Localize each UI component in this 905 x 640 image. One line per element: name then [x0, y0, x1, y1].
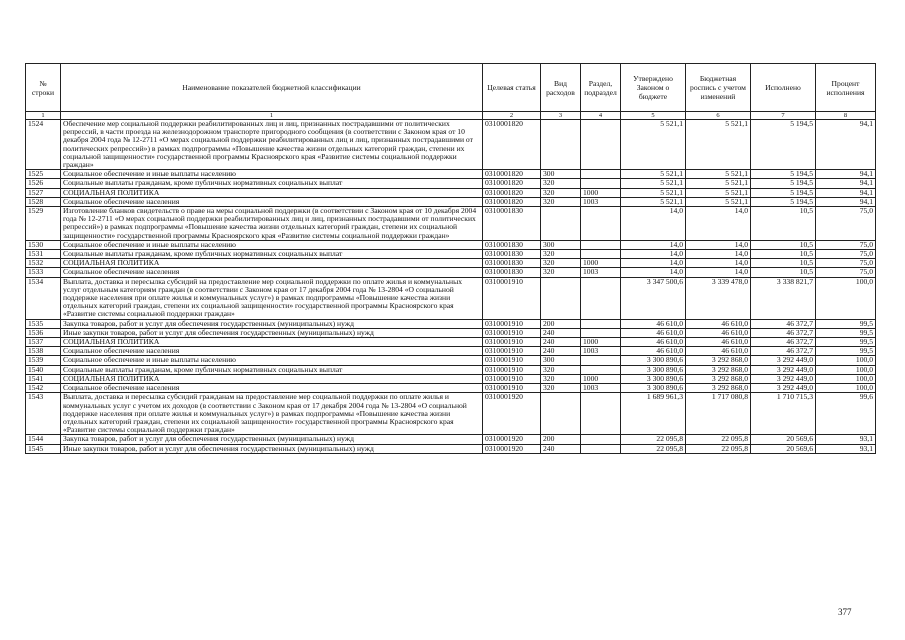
budget-list-amount-cell: 46 610,0 — [686, 338, 751, 347]
row-number-cell: 1529 — [26, 207, 61, 241]
table-row — [26, 197, 876, 206]
approved-amount-cell: 46 610,0 — [621, 338, 686, 347]
executed-amount-cell: 5 194,5 — [751, 170, 816, 179]
row-number-cell: 1526 — [26, 179, 61, 188]
approved-amount-cell: 14,0 — [621, 259, 686, 268]
target-article-cell: 0310001910 — [483, 384, 541, 393]
expense-type-cell: 320 — [541, 179, 581, 188]
section-cell — [581, 356, 621, 365]
column-number: 6 — [686, 112, 751, 120]
expense-type-cell: 320 — [541, 374, 581, 383]
section-cell — [581, 444, 621, 453]
percent-cell: 93,1 — [816, 444, 876, 453]
indicator-name-cell: Закупка товаров, работ и услуг для обеспечения государственных (муниципальных) нужд — [61, 435, 483, 444]
approved-amount-cell: 5 521,1 — [621, 179, 686, 188]
indicator-name-cell: Иные закупки товаров, работ и услуг для обеспечения государственных (муниципальных) нужд — [61, 444, 483, 453]
approved-amount-cell: 14,0 — [621, 240, 686, 249]
target-article-cell: 0310001830 — [483, 240, 541, 249]
column-number: 2 — [483, 112, 541, 120]
column-number: 5 — [621, 112, 686, 120]
approved-amount-cell: 14,0 — [621, 207, 686, 241]
approved-amount-cell: 3 300 890,6 — [621, 384, 686, 393]
approved-amount-cell: 22 095,8 — [621, 444, 686, 453]
table-row — [26, 384, 876, 393]
section-cell: 1003 — [581, 384, 621, 393]
budget-list-amount-cell: 3 292 868,0 — [686, 365, 751, 374]
row-number-cell: 1545 — [26, 444, 61, 453]
target-article-cell: 0310001920 — [483, 393, 541, 435]
percent-cell: 94,1 — [816, 179, 876, 188]
indicator-name-cell: Социальные выплаты гражданам, кроме публичных нормативных социальных выплат — [61, 179, 483, 188]
percent-cell: 99,5 — [816, 338, 876, 347]
expense-type-cell — [541, 393, 581, 435]
table-row — [26, 374, 876, 383]
percent-cell: 75,0 — [816, 268, 876, 277]
row-number-cell: 1541 — [26, 374, 61, 383]
table-row — [26, 207, 876, 241]
target-article-cell: 0310001830 — [483, 268, 541, 277]
approved-amount-cell: 5 521,1 — [621, 120, 686, 170]
expense-type-cell: 240 — [541, 347, 581, 356]
indicator-name-cell: СОЦИАЛЬНАЯ ПОЛИТИКА — [61, 259, 483, 268]
executed-amount-cell: 5 194,5 — [751, 179, 816, 188]
table-row — [26, 259, 876, 268]
table-row — [26, 319, 876, 328]
column-number: 4 — [581, 112, 621, 120]
budget-list-amount-cell: 14,0 — [686, 268, 751, 277]
approved-amount-cell: 3 300 890,6 — [621, 374, 686, 383]
header-percent: Процент исполнения — [816, 64, 876, 112]
header-target-article: Целевая статья — [483, 64, 541, 112]
section-cell: 1003 — [581, 268, 621, 277]
indicator-name-cell: Выплата, доставка и пересылка субсидий гражданам на предоставление мер социальной поддержки по оплате жилья и коммунальных услуг с учетом их доходов (в соответствии с Законом края от 17 декабря 2004 года № 13-2804 «О социальной поддержке населения при оплате жилья и коммунальных услуг») в рамках подпрограммы «Повышение качества жизни отдельных категорий граждан, степени их социальной защищенности» государственной программы Красноярского края «Развитие системы социальной поддержки граждан» — [61, 393, 483, 435]
header-executed: Исполнено — [751, 64, 816, 112]
percent-cell: 75,0 — [816, 259, 876, 268]
budget-list-amount-cell: 14,0 — [686, 240, 751, 249]
approved-amount-cell: 46 610,0 — [621, 319, 686, 328]
target-article-cell: 0310001910 — [483, 277, 541, 319]
target-article-cell: 0310001910 — [483, 338, 541, 347]
table-row — [26, 393, 876, 435]
executed-amount-cell: 46 372,7 — [751, 328, 816, 337]
approved-amount-cell: 5 521,1 — [621, 188, 686, 197]
section-cell: 1000 — [581, 338, 621, 347]
approved-amount-cell: 3 300 890,6 — [621, 365, 686, 374]
executed-amount-cell: 3 292 449,0 — [751, 356, 816, 365]
indicator-name-cell: Социальное обеспечение и иные выплаты населению — [61, 170, 483, 179]
section-cell — [581, 277, 621, 319]
budget-list-amount-cell: 5 521,1 — [686, 179, 751, 188]
table-row — [26, 444, 876, 453]
executed-amount-cell: 10,5 — [751, 207, 816, 241]
expense-type-cell: 300 — [541, 240, 581, 249]
expense-type-cell: 320 — [541, 259, 581, 268]
expense-type-cell: 240 — [541, 338, 581, 347]
indicator-name-cell: Социальное обеспечение населения — [61, 197, 483, 206]
indicator-name-cell: Обеспечение мер социальной поддержки реабилитированных лиц и лиц, признанных пострадавшими от политических репрессий, в части проезда на железнодорожном транспорте пригородного сообщения (в соответствии с Законом края от 10 декабря 2004 года № 12-2711 «О мерах социальной поддержки реабилитированных лиц и лиц, признанных пострадавшими от политических репрессий») в рамках подпрограммы «Повышение качества жизни отдельных категорий граждан, степени их социальной защищенности» государственной программы Красноярского края «Развитие системы социальной поддержки граждан» — [61, 120, 483, 170]
executed-amount-cell: 5 194,5 — [751, 197, 816, 206]
row-number-cell: 1542 — [26, 384, 61, 393]
row-number-cell: 1530 — [26, 240, 61, 249]
percent-cell: 99,5 — [816, 328, 876, 337]
budget-list-amount-cell: 46 610,0 — [686, 319, 751, 328]
target-article-cell: 0310001920 — [483, 444, 541, 453]
percent-cell: 99,5 — [816, 347, 876, 356]
indicator-name-cell: Иные закупки товаров, работ и услуг для обеспечения государственных (муниципальных) нужд — [61, 328, 483, 337]
executed-amount-cell: 10,5 — [751, 259, 816, 268]
header-row-number: № строки — [26, 64, 61, 112]
target-article-cell: 0310001910 — [483, 347, 541, 356]
section-cell — [581, 207, 621, 241]
row-number-cell: 1525 — [26, 170, 61, 179]
approved-amount-cell: 5 521,1 — [621, 170, 686, 179]
percent-cell: 100,0 — [816, 365, 876, 374]
table-row — [26, 347, 876, 356]
expense-type-cell: 200 — [541, 319, 581, 328]
percent-cell: 100,0 — [816, 384, 876, 393]
executed-amount-cell: 46 372,7 — [751, 347, 816, 356]
expense-type-cell — [541, 207, 581, 241]
table-row — [26, 365, 876, 374]
budget-list-amount-cell: 5 521,1 — [686, 120, 751, 170]
executed-amount-cell: 1 710 715,3 — [751, 393, 816, 435]
table-row — [26, 179, 876, 188]
expense-type-cell: 320 — [541, 197, 581, 206]
row-number-cell: 1527 — [26, 188, 61, 197]
indicator-name-cell: Изготовление бланков свидетельств о праве на меры социальной поддержки (в соответствии с Законом края от 10 декабря 2004 года № 12-2711 «О мерах социальной поддержки реабилитированных лиц и лиц, признанных пострадавшими от политических репрессий») в рамках подпрограммы «Повышение качества жизни отдельных категорий граждан, степени их социальной защищенности» государственной программы Красноярского края «Развитие системы социальной поддержки граждан» — [61, 207, 483, 241]
percent-cell: 93,1 — [816, 435, 876, 444]
section-cell — [581, 170, 621, 179]
row-number-cell: 1539 — [26, 356, 61, 365]
expense-type-cell: 240 — [541, 444, 581, 453]
table-row — [26, 356, 876, 365]
table-row — [26, 170, 876, 179]
column-number: 8 — [816, 112, 876, 120]
expense-type-cell: 320 — [541, 268, 581, 277]
approved-amount-cell: 22 095,8 — [621, 435, 686, 444]
section-cell — [581, 365, 621, 374]
budget-list-amount-cell: 3 339 478,0 — [686, 277, 751, 319]
approved-amount-cell: 5 521,1 — [621, 197, 686, 206]
percent-cell: 94,1 — [816, 188, 876, 197]
row-number-cell: 1533 — [26, 268, 61, 277]
indicator-name-cell: Социальные выплаты гражданам, кроме публичных нормативных социальных выплат — [61, 250, 483, 259]
budget-list-amount-cell: 5 521,1 — [686, 188, 751, 197]
approved-amount-cell: 14,0 — [621, 250, 686, 259]
approved-amount-cell: 3 347 500,6 — [621, 277, 686, 319]
approved-amount-cell: 14,0 — [621, 268, 686, 277]
executed-amount-cell: 46 372,7 — [751, 338, 816, 347]
indicator-name-cell: Социальное обеспечение населения — [61, 268, 483, 277]
header-expense-type: Вид расходов — [541, 64, 581, 112]
percent-cell: 94,1 — [816, 197, 876, 206]
expense-type-cell: 320 — [541, 188, 581, 197]
target-article-cell: 0310001820 — [483, 170, 541, 179]
row-number-cell: 1528 — [26, 197, 61, 206]
target-article-cell: 0310001910 — [483, 319, 541, 328]
section-cell: 1003 — [581, 197, 621, 206]
target-article-cell: 0310001830 — [483, 259, 541, 268]
executed-amount-cell: 3 292 449,0 — [751, 384, 816, 393]
budget-list-amount-cell: 3 292 868,0 — [686, 384, 751, 393]
column-number: 7 — [751, 112, 816, 120]
expense-type-cell: 320 — [541, 250, 581, 259]
table-row — [26, 240, 876, 249]
executed-amount-cell: 3 338 821,7 — [751, 277, 816, 319]
row-number-cell: 1532 — [26, 259, 61, 268]
section-cell — [581, 120, 621, 170]
row-number-cell: 1544 — [26, 435, 61, 444]
percent-cell: 99,6 — [816, 393, 876, 435]
indicator-name-cell: Социальное обеспечение и иные выплаты населению — [61, 240, 483, 249]
page-number: 377 — [838, 607, 852, 617]
table-row — [26, 188, 876, 197]
budget-list-amount-cell: 5 521,1 — [686, 197, 751, 206]
indicator-name-cell: Социальное обеспечение и иные выплаты населению — [61, 356, 483, 365]
table-row — [26, 338, 876, 347]
indicator-name-cell: Социальные выплаты гражданам, кроме публичных нормативных социальных выплат — [61, 365, 483, 374]
approved-amount-cell: 46 610,0 — [621, 347, 686, 356]
header-approved: Утверждено Законом о бюджете — [621, 64, 686, 112]
indicator-name-cell: Выплата, доставка и пересылка субсидий на предоставление мер социальной поддержки по оплате жилья и коммунальных услуг отдельным категориям граждан (в соответствии с Законом края от 17 декабря 2004 года № 13-2804 «О социальной поддержке населения при оплате жилья и коммунальных услуг») в рамках подпрограммы «Повышение качества жизни отдельных категорий граждан, степени их социальной защищенности» государственной программы Красноярского края «Развитие системы социальной поддержки граждан» — [61, 277, 483, 319]
indicator-name-cell: СОЦИАЛЬНАЯ ПОЛИТИКА — [61, 188, 483, 197]
target-article-cell: 0310001910 — [483, 356, 541, 365]
expense-type-cell — [541, 277, 581, 319]
target-article-cell: 0310001910 — [483, 374, 541, 383]
percent-cell: 75,0 — [816, 207, 876, 241]
approved-amount-cell: 1 689 961,3 — [621, 393, 686, 435]
row-number-cell: 1538 — [26, 347, 61, 356]
table-row — [26, 435, 876, 444]
row-number-cell: 1537 — [26, 338, 61, 347]
expense-type-cell: 300 — [541, 170, 581, 179]
expense-type-cell: 320 — [541, 384, 581, 393]
section-cell: 1000 — [581, 188, 621, 197]
column-number: 1 — [61, 112, 483, 120]
row-number-cell: 1531 — [26, 250, 61, 259]
target-article-cell: 0310001830 — [483, 207, 541, 241]
indicator-name-cell: СОЦИАЛЬНАЯ ПОЛИТИКА — [61, 338, 483, 347]
budget-list-amount-cell: 5 521,1 — [686, 170, 751, 179]
indicator-name-cell: Социальное обеспечение населения — [61, 347, 483, 356]
percent-cell: 99,5 — [816, 319, 876, 328]
section-cell — [581, 393, 621, 435]
column-number: 1 — [26, 112, 61, 120]
target-article-cell: 0310001820 — [483, 179, 541, 188]
budget-list-amount-cell: 22 095,8 — [686, 444, 751, 453]
table-row — [26, 120, 876, 170]
target-article-cell: 0310001820 — [483, 188, 541, 197]
section-cell — [581, 435, 621, 444]
header-budget-list: Бюджетная роспись с учетом изменений — [686, 64, 751, 112]
table-row — [26, 250, 876, 259]
section-cell — [581, 179, 621, 188]
budget-list-amount-cell: 14,0 — [686, 207, 751, 241]
row-number-cell: 1524 — [26, 120, 61, 170]
budget-list-amount-cell: 3 292 868,0 — [686, 356, 751, 365]
row-number-cell: 1540 — [26, 365, 61, 374]
table-row — [26, 328, 876, 337]
section-cell — [581, 250, 621, 259]
row-number-cell: 1535 — [26, 319, 61, 328]
executed-amount-cell: 10,5 — [751, 250, 816, 259]
budget-list-amount-cell: 46 610,0 — [686, 328, 751, 337]
budget-list-amount-cell: 46 610,0 — [686, 347, 751, 356]
section-cell: 1003 — [581, 347, 621, 356]
section-cell: 1000 — [581, 259, 621, 268]
column-number-row — [26, 112, 876, 120]
target-article-cell: 0310001820 — [483, 197, 541, 206]
percent-cell: 100,0 — [816, 374, 876, 383]
expense-type-cell: 200 — [541, 435, 581, 444]
target-article-cell: 0310001910 — [483, 365, 541, 374]
indicator-name-cell: Социальное обеспечение населения — [61, 384, 483, 393]
section-cell — [581, 328, 621, 337]
percent-cell: 100,0 — [816, 356, 876, 365]
percent-cell: 75,0 — [816, 250, 876, 259]
expense-type-cell — [541, 120, 581, 170]
executed-amount-cell: 3 292 449,0 — [751, 365, 816, 374]
budget-list-amount-cell: 14,0 — [686, 259, 751, 268]
approved-amount-cell: 46 610,0 — [621, 328, 686, 337]
row-number-cell: 1534 — [26, 277, 61, 319]
budget-list-amount-cell: 3 292 868,0 — [686, 374, 751, 383]
executed-amount-cell: 10,5 — [751, 240, 816, 249]
table-row — [26, 277, 876, 319]
percent-cell: 94,1 — [816, 170, 876, 179]
budget-list-amount-cell: 14,0 — [686, 250, 751, 259]
budget-table — [25, 63, 876, 454]
target-article-cell: 0310001820 — [483, 120, 541, 170]
budget-list-amount-cell: 22 095,8 — [686, 435, 751, 444]
executed-amount-cell: 5 194,5 — [751, 188, 816, 197]
header-section: Раздел, подраздел — [581, 64, 621, 112]
target-article-cell: 0310001830 — [483, 250, 541, 259]
header-indicator-name: Наименование показателей бюджетной классификации — [61, 64, 483, 112]
target-article-cell: 0310001910 — [483, 328, 541, 337]
approved-amount-cell: 3 300 890,6 — [621, 356, 686, 365]
indicator-name-cell: СОЦИАЛЬНАЯ ПОЛИТИКА — [61, 374, 483, 383]
section-cell — [581, 240, 621, 249]
percent-cell: 75,0 — [816, 240, 876, 249]
percent-cell: 100,0 — [816, 277, 876, 319]
section-cell: 1000 — [581, 374, 621, 383]
row-number-cell: 1543 — [26, 393, 61, 435]
percent-cell: 94,1 — [816, 120, 876, 170]
executed-amount-cell: 20 569,6 — [751, 435, 816, 444]
expense-type-cell: 240 — [541, 328, 581, 337]
table-header-row — [26, 64, 876, 112]
executed-amount-cell: 46 372,7 — [751, 319, 816, 328]
executed-amount-cell: 10,5 — [751, 268, 816, 277]
expense-type-cell: 320 — [541, 365, 581, 374]
table-row — [26, 268, 876, 277]
budget-list-amount-cell: 1 717 080,8 — [686, 393, 751, 435]
column-number: 3 — [541, 112, 581, 120]
executed-amount-cell: 5 194,5 — [751, 120, 816, 170]
indicator-name-cell: Закупка товаров, работ и услуг для обеспечения государственных (муниципальных) нужд — [61, 319, 483, 328]
target-article-cell: 0310001920 — [483, 435, 541, 444]
section-cell — [581, 319, 621, 328]
row-number-cell: 1536 — [26, 328, 61, 337]
executed-amount-cell: 20 569,6 — [751, 444, 816, 453]
executed-amount-cell: 3 292 449,0 — [751, 374, 816, 383]
expense-type-cell: 300 — [541, 356, 581, 365]
